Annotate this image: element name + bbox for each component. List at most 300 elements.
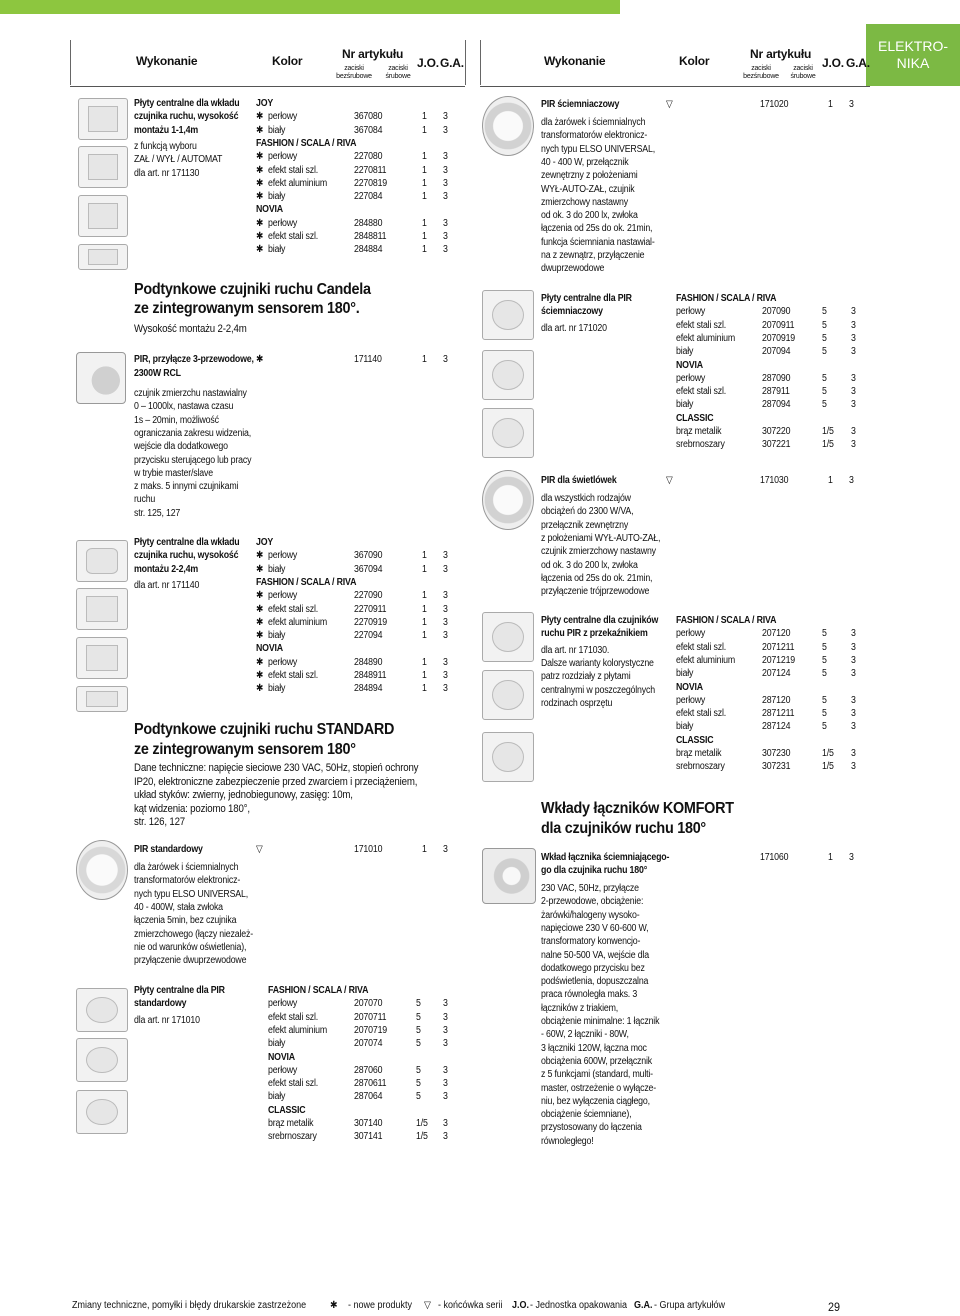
text-line: 3 łączniki 120W, łączna moc <box>541 1042 647 1054</box>
table-row <box>256 243 476 256</box>
new-icon: ✱ <box>330 1300 338 1311</box>
table-row <box>256 164 476 177</box>
end-series-icon: ▽ <box>256 844 263 855</box>
pirdim-ga: 3 <box>849 99 854 110</box>
jo-cell: 5 <box>822 332 827 344</box>
table-row <box>256 669 476 682</box>
article-nr-cell: 2070911 <box>762 319 795 331</box>
ga-cell: 3 <box>443 1091 448 1103</box>
article-nr-cell: 2270819 <box>354 177 388 189</box>
ga-cell: 3 <box>851 386 856 398</box>
footer-disclaimer: Zmiany techniczne, pomyłki i błędy drukarskie zastrzeżone <box>72 1300 307 1311</box>
article-nr-cell: 2070711 <box>354 1011 387 1023</box>
new-icon: ✱ <box>256 354 264 365</box>
jo-cell: 5 <box>416 998 421 1010</box>
header-nr-artykulu: Nr artykułu <box>750 47 812 61</box>
color-cell: efekt stali szl. <box>676 319 727 331</box>
text-line: dla art. nr 171020 <box>541 322 607 334</box>
text-line: równoległego! <box>541 1135 594 1147</box>
article-nr-cell: 287120 <box>762 694 791 706</box>
group-heading: NOVIA <box>256 643 283 655</box>
ga-cell: 3 <box>851 439 856 451</box>
ga-cell: 3 <box>851 399 856 411</box>
text-line: przyłączenie trójprzewodowe <box>541 586 650 598</box>
group-heading: NOVIA <box>676 359 703 371</box>
plate-image <box>482 732 534 782</box>
komfort-subtitle: dla czujników ruchu 180° <box>541 820 706 837</box>
article-nr-cell: 2871211 <box>762 708 795 720</box>
text-line: dla art. nr 171010 <box>134 1014 200 1026</box>
group-heading: FASHION / SCALA / RIVA <box>268 985 369 996</box>
text-line: dla żarówek i ściemnialnych <box>541 117 646 128</box>
end-series-icon: ▽ <box>666 99 673 110</box>
color-cell: biały <box>676 721 694 733</box>
table-row <box>268 1064 488 1077</box>
article-nr-cell: 207074 <box>354 1038 383 1050</box>
new-icon: ✱ <box>256 683 264 695</box>
ga-cell: 3 <box>443 550 448 562</box>
jo-cell: 1 <box>422 177 427 189</box>
text-line: wejście dla dodatkowego <box>134 441 228 453</box>
ga-cell: 3 <box>443 656 448 668</box>
jo-cell: 5 <box>822 319 827 331</box>
jo-cell: 5 <box>822 346 827 358</box>
text-line: na z zewnątrz, przyłączenie <box>541 250 645 261</box>
jo-cell: 1/5 <box>416 1131 428 1143</box>
text-line: 40 - 400 W, przełącznik <box>541 156 629 168</box>
new-icon: ✱ <box>256 244 264 256</box>
jo-cell: 1 <box>422 244 427 256</box>
jo-cell: 5 <box>822 721 827 733</box>
jo-cell: 1/5 <box>822 439 834 451</box>
table-row <box>676 385 896 398</box>
text-line: przycisku sterującego lub pracy <box>134 454 252 466</box>
table-row <box>268 1024 488 1037</box>
article-nr-cell: 367094 <box>354 563 383 575</box>
color-cell: efekt stali szl. <box>268 164 319 176</box>
text-line: 40 - 400W, stała zwłoka <box>134 901 223 913</box>
article-nr-cell: 2270919 <box>354 616 388 628</box>
komfort-ga: 3 <box>849 852 854 863</box>
page-number: 29 <box>828 1300 841 1314</box>
text-line: ściemniaczowy <box>541 306 603 318</box>
top-accent-bar <box>0 0 620 14</box>
text-line: czujnik zmierzchowy nastawny <box>541 546 656 558</box>
text-line: nalne 50-500 VA, wejście dla <box>541 949 649 961</box>
plate-image <box>76 686 128 712</box>
rule <box>70 40 71 85</box>
jo-cell: 5 <box>822 399 827 411</box>
article-nr-cell: 2070719 <box>354 1024 388 1036</box>
new-icon: ✱ <box>256 231 264 242</box>
color-cell: biały <box>268 1091 286 1103</box>
color-cell: perłowy <box>268 151 298 163</box>
text-line: 2-przewodowe, obciążenie: <box>541 896 644 908</box>
plate-image <box>482 350 534 400</box>
header-zaciski-sr: zaciski śrubowe <box>385 65 411 80</box>
plate-image <box>78 98 128 140</box>
ga-cell: 3 <box>443 111 448 123</box>
group-heading: JOY <box>256 98 274 109</box>
footer-ga-label: - Grupa artykułów <box>654 1300 726 1311</box>
color-cell: srebrnoszary <box>676 761 725 773</box>
text-line: od ok. 3 do 200 lx, zwłoka <box>541 210 638 222</box>
rule <box>480 86 870 87</box>
jo-cell: 1 <box>422 164 427 176</box>
plate-image <box>76 1090 128 1134</box>
ga-cell: 3 <box>443 616 448 628</box>
jo-cell: 5 <box>416 1091 421 1103</box>
article-nr-cell: 2270911 <box>354 603 387 615</box>
text-line: czujnika ruchu, wysokość <box>134 550 239 562</box>
jo-cell: 5 <box>822 628 827 640</box>
new-icon: ✱ <box>256 151 264 163</box>
article-nr-cell: 2848911 <box>354 670 387 681</box>
table-row <box>256 549 476 562</box>
jo-cell: 1/5 <box>416 1118 428 1129</box>
jo-cell: 1 <box>422 151 427 163</box>
article-nr-cell: 307220 <box>762 426 791 437</box>
end-series-icon: ▽ <box>666 475 673 486</box>
ga-cell: 3 <box>443 164 448 176</box>
article-nr-cell: 287124 <box>762 721 791 733</box>
rule <box>465 40 466 85</box>
color-cell: biały <box>268 683 286 695</box>
table-row <box>676 425 896 438</box>
group-heading: NOVIA <box>676 681 703 693</box>
table-row <box>256 682 476 695</box>
ga-cell: 3 <box>851 426 856 437</box>
text-line: Płyty centralne dla czujników <box>541 615 659 626</box>
article-nr-cell: 207120 <box>762 628 791 640</box>
table-row <box>256 230 476 243</box>
header-ga: G.A. <box>440 56 464 70</box>
ga-cell: 3 <box>443 124 448 136</box>
text-line: zmierzchowy nastawny <box>541 196 628 208</box>
jo-cell: 1 <box>422 630 427 642</box>
table-row <box>676 720 896 733</box>
color-cell: efekt aluminium <box>676 332 735 344</box>
table-row <box>256 656 476 669</box>
color-cell: biały <box>268 191 286 203</box>
text-line: WYŁ-AUTO-ZAŁ, czujnik <box>541 183 635 195</box>
pir3-name: PIR, przyłącze 3-przewodowe, <box>134 354 254 365</box>
table-row <box>256 190 476 203</box>
text-line: 0 – 1000lx, nastawa czasu <box>134 401 234 413</box>
article-nr-cell: 284884 <box>354 244 383 256</box>
text-line: dla art. nr 171140 <box>134 579 200 591</box>
text-line: łączenia od 25s do ok. 21min, <box>541 572 653 584</box>
category-tab <box>866 24 960 86</box>
ga-cell: 3 <box>851 372 856 384</box>
ga-cell: 3 <box>851 708 856 720</box>
text-line: ograniczania zakresu widzenia, <box>134 427 252 439</box>
ga-cell: 3 <box>443 177 448 189</box>
table-row <box>268 1077 488 1090</box>
text-line: podświetlenia, dopuszczalna <box>541 976 649 988</box>
text-line: ruchu PIR z przekaźnikiem <box>541 628 648 640</box>
article-nr-cell: 284890 <box>354 656 383 668</box>
article-nr-cell: 2270811 <box>354 164 387 176</box>
ga-cell: 3 <box>851 721 856 733</box>
rule <box>480 40 481 85</box>
ga-cell: 3 <box>443 1038 448 1050</box>
ga-cell: 3 <box>443 1078 448 1090</box>
table-row <box>256 217 476 230</box>
text-line: przyłączenie dwuprzewodowe <box>134 955 247 967</box>
text-line: Dalsze warianty kolorystyczne <box>541 657 654 669</box>
table-row <box>676 372 896 385</box>
new-icon: ✱ <box>256 177 264 189</box>
text-line: dodatkowego przycisku bez <box>541 962 645 974</box>
color-cell: perłowy <box>268 550 298 562</box>
color-cell: biały <box>268 563 286 575</box>
text-line: żarówki/halogeny wysoko- <box>541 909 640 921</box>
color-cell: efekt stali szl. <box>676 386 727 398</box>
pir-candela-image <box>76 352 126 404</box>
group-heading: NOVIA <box>256 204 283 216</box>
table-row <box>256 629 476 642</box>
article-nr-cell: 227084 <box>354 191 383 203</box>
jo-cell: 1 <box>422 111 427 123</box>
komfort-image <box>482 848 536 904</box>
text-line: nie od warunków oświetlenia), <box>134 941 247 953</box>
text-line: łączenia 5min, bez czujnika <box>134 915 237 927</box>
plate-image <box>482 612 534 662</box>
jo-cell: 5 <box>822 306 827 318</box>
text-line: funkcja ściemniania nastawial- <box>541 236 655 248</box>
color-cell: efekt stali szl. <box>268 1011 319 1023</box>
jo-cell: 5 <box>822 654 827 666</box>
table-row <box>268 1090 488 1103</box>
group-heading: CLASSIC <box>676 734 714 746</box>
jo-cell: 1 <box>422 124 427 136</box>
text-line: IP20, elektroniczne zabezpieczenie przed zwarciem i przeciążeniem, <box>134 775 418 788</box>
text-line: zewnętrzny z położeniami <box>541 170 638 182</box>
new-icon: ✱ <box>256 191 264 203</box>
color-cell: efekt stali szl. <box>268 603 319 615</box>
jo-cell: 1 <box>422 670 427 681</box>
text-line: przełącznik zewnętrzny <box>541 519 629 531</box>
color-cell: perłowy <box>268 217 298 229</box>
text-line: z położeniami WYŁ-AUTO-ZAŁ, <box>541 532 661 544</box>
table-row <box>676 667 896 680</box>
ga-cell: 3 <box>443 1024 448 1036</box>
plate-image <box>76 988 128 1032</box>
header-zaciski-bez: zaciski bezśrubowe <box>336 65 372 80</box>
table-row <box>268 997 488 1010</box>
article-nr-cell: 307140 <box>354 1118 383 1129</box>
table-row <box>676 641 896 654</box>
color-cell: efekt stali szl. <box>268 670 319 681</box>
table-row <box>676 345 896 358</box>
article-nr-cell: 2071219 <box>762 654 796 666</box>
candela-subtitle: ze zintegrowanym sensorem 180°. <box>134 300 360 317</box>
header-jo: J.O. <box>417 56 439 70</box>
article-nr-cell: 227080 <box>354 151 383 163</box>
group-heading: FASHION / SCALA / RIVA <box>676 615 777 626</box>
header-wykonanie: Wykonanie <box>136 54 198 68</box>
color-cell: efekt stali szl. <box>676 708 727 720</box>
ga-cell: 3 <box>443 1118 448 1129</box>
table-row <box>676 305 896 318</box>
komfort-jo: 1 <box>828 852 833 863</box>
ga-cell: 3 <box>851 319 856 331</box>
text-line: z maks. 5 innymi czujnikami <box>134 481 239 493</box>
pirstd-name: PIR standardowy <box>134 844 203 855</box>
jo-cell: 1 <box>422 656 427 668</box>
standard-subtitle: ze zintegrowanym sensorem 180° <box>134 741 356 758</box>
article-nr-cell: 207094 <box>762 346 791 358</box>
pirdim-jo: 1 <box>828 99 833 110</box>
jo-cell: 1 <box>422 231 427 242</box>
text-line: Płyty centralne dla wkładu <box>134 98 240 109</box>
header-ga: G.A. <box>846 56 870 70</box>
text-line: montażu 1-1,4m <box>134 124 199 136</box>
footer-jo-label: - Jednostka opakowania <box>530 1300 628 1311</box>
text-line: praca równoległa maks. 3 <box>541 989 638 1001</box>
standard-title: Podtynkowe czujniki ruchu STANDARD <box>134 721 395 738</box>
color-cell: biały <box>268 1038 286 1050</box>
color-cell: perłowy <box>676 628 706 640</box>
table-row <box>676 332 896 345</box>
ga-cell: 3 <box>851 748 856 759</box>
candela-title: Podtynkowe czujniki ruchu Candela <box>134 281 371 298</box>
ga-cell: 3 <box>851 668 856 680</box>
article-nr-cell: 284894 <box>354 683 383 695</box>
article-nr-cell: 367084 <box>354 124 383 136</box>
table-row <box>256 563 476 576</box>
text-line: czujnik zmierzchu nastawialny <box>134 388 247 399</box>
text-line: kąt widzenia: poziomo 180°, <box>134 802 250 815</box>
jo-cell: 5 <box>822 372 827 384</box>
article-nr-cell: 367090 <box>354 550 383 562</box>
table-row <box>676 747 896 760</box>
text-line: transformatory konwencjo- <box>541 936 641 948</box>
table-row <box>676 654 896 667</box>
table-row <box>268 1130 488 1143</box>
ga-cell: 3 <box>443 1131 448 1143</box>
ga-cell: 3 <box>443 231 448 242</box>
article-nr-cell: 2070919 <box>762 332 796 344</box>
plate-image <box>482 408 534 458</box>
text-line: Dane techniczne: napięcie sieciowe 230 VAC, 50Hz, stopień ochrony <box>134 762 419 774</box>
jo-cell: 1/5 <box>822 761 834 773</box>
pir3-ga: 3 <box>443 354 448 365</box>
ga-cell: 3 <box>443 683 448 695</box>
end-series-icon: ▽ <box>424 1300 431 1311</box>
text-line: montażu 2-2,4m <box>134 563 199 575</box>
article-nr-cell: 287064 <box>354 1091 383 1103</box>
color-cell: efekt stali szl. <box>268 1078 319 1090</box>
article-nr-cell: 207124 <box>762 668 791 680</box>
pirstd-ga: 3 <box>443 844 448 855</box>
jo-cell: 5 <box>416 1011 421 1023</box>
ga-cell: 3 <box>851 332 856 344</box>
ga-cell: 3 <box>851 346 856 358</box>
color-cell: efekt aluminium <box>268 616 327 628</box>
jo-cell: 5 <box>822 641 827 653</box>
table-row <box>676 319 896 332</box>
jo-cell: 1 <box>422 603 427 615</box>
text-line: obciążenia 600W, przełącznik <box>541 1055 653 1067</box>
plate-image <box>78 195 128 237</box>
footer-ga: G.A. <box>634 1300 653 1311</box>
group-heading: JOY <box>256 537 274 548</box>
jo-cell: 1 <box>422 191 427 203</box>
text-line: dla wszystkich rodzajów <box>541 493 631 504</box>
group-heading: CLASSIC <box>268 1104 306 1116</box>
group-heading: CLASSIC <box>676 412 714 424</box>
text-line: łączenia od 25s do ok. 21min, <box>541 223 653 235</box>
text-line: zmierzchowego (łączy niezależ- <box>134 928 253 940</box>
header-zaciski-sr: zaciski śrubowe <box>790 65 816 80</box>
article-nr-cell: 207070 <box>354 998 383 1010</box>
text-line: czujnika ruchu, wysokość <box>134 111 239 123</box>
header-kolor: Kolor <box>272 54 303 68</box>
color-cell: efekt aluminium <box>268 1024 327 1036</box>
plate-image <box>76 1038 128 1082</box>
article-nr-cell: 287094 <box>762 399 791 411</box>
text-line: transformatorów elektronicz- <box>134 875 241 887</box>
article-nr-cell: 307221 <box>762 439 791 451</box>
text-line: transformatorów elektronicz- <box>541 130 648 142</box>
text-line: układ styków: zwierny, jednobiegunowy, zasięg: 10m, <box>134 789 353 801</box>
color-cell: perłowy <box>676 306 706 318</box>
ga-cell: 3 <box>443 217 448 229</box>
jo-cell: 1 <box>422 616 427 628</box>
table-row <box>268 1117 488 1130</box>
color-cell: perłowy <box>268 1064 298 1076</box>
komfort-item-name: Wkład łącznika ściemniającego- <box>541 852 670 863</box>
article-nr-cell: 2071211 <box>762 641 795 653</box>
ga-cell: 3 <box>851 761 856 773</box>
text-line: dwuprzewodowe <box>541 263 605 275</box>
plate-image <box>76 588 128 630</box>
text-line: z 5 funkcjami (standard, multi- <box>541 1069 653 1081</box>
ga-cell: 3 <box>443 998 448 1010</box>
plate-image <box>482 670 534 720</box>
text-line: łączników z triakiem, <box>541 1002 618 1014</box>
table-row <box>256 150 476 163</box>
article-nr-cell: 287060 <box>354 1064 383 1076</box>
article-nr-cell: 227094 <box>354 630 383 642</box>
color-cell: perłowy <box>268 590 298 602</box>
jo-cell: 1 <box>422 683 427 695</box>
ga-cell: 3 <box>443 1011 448 1023</box>
pir-dimmer-image <box>482 96 534 156</box>
ga-cell: 3 <box>851 306 856 318</box>
komfort-title: Wkłady łączników KOMFORT <box>541 800 734 817</box>
article-nr-cell: 307231 <box>762 761 791 773</box>
footer-jo: J.O. <box>512 1300 530 1311</box>
header-kolor: Kolor <box>679 54 710 68</box>
ga-cell: 3 <box>443 603 448 615</box>
text-line: dla art. nr 171030. <box>541 644 610 656</box>
new-icon: ✱ <box>256 550 264 562</box>
color-cell: brąz metalik <box>676 748 722 759</box>
text-line: przystosowany do łączenia <box>541 1122 642 1134</box>
color-cell: brąz metalik <box>268 1118 314 1129</box>
new-icon: ✱ <box>256 616 264 628</box>
pirlight-jo: 1 <box>828 475 833 486</box>
table-row <box>256 124 476 137</box>
ga-cell: 3 <box>851 654 856 666</box>
group-heading: NOVIA <box>268 1051 295 1063</box>
group-heading: FASHION / SCALA / RIVA <box>256 137 357 149</box>
ga-cell: 3 <box>443 244 448 256</box>
color-cell: biały <box>268 124 286 136</box>
